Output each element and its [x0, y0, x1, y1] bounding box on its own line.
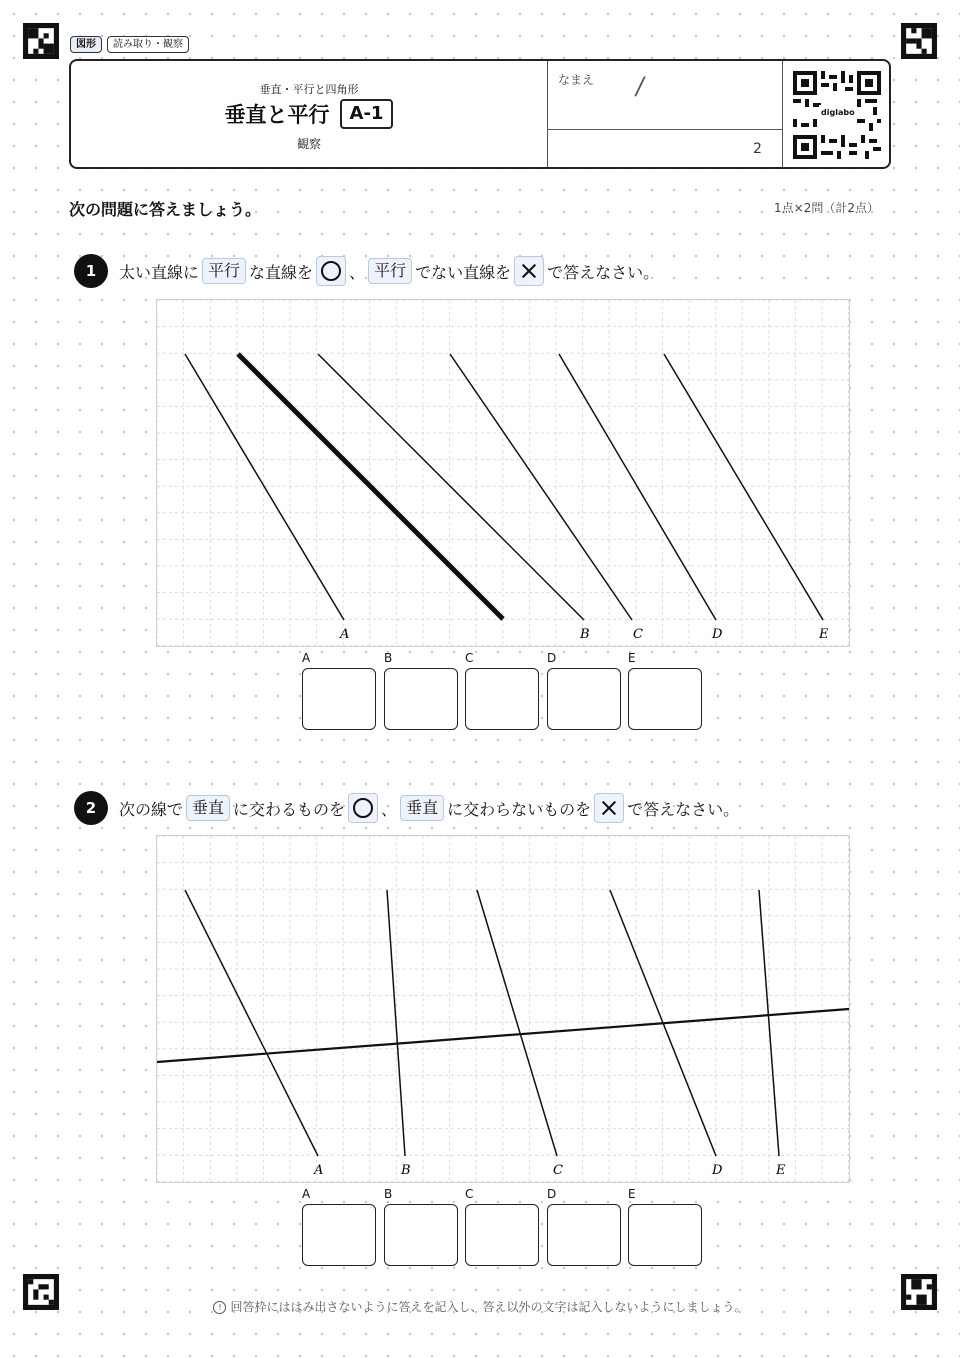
qr-brand-text: diglabo — [821, 108, 855, 117]
line-label-E: E — [776, 1163, 786, 1178]
line-label-B: B — [401, 1163, 411, 1178]
q1-text-1: 太い直線に — [119, 262, 200, 282]
worksheet-header — [69, 59, 891, 169]
unit-subtitle: 垂直・平行と四角形 — [259, 83, 359, 96]
tag-shape: 図形 — [70, 36, 102, 53]
qr-code — [782, 61, 890, 167]
question-1-text — [119, 256, 659, 286]
grid-lines — [157, 300, 849, 646]
category-label: 観察 — [296, 137, 321, 151]
line-B — [318, 354, 584, 620]
q1-text-5: で答えなさい。 — [547, 262, 660, 282]
answer-box-E[interactable] — [628, 668, 702, 730]
q2-text-5: で答えなさい。 — [627, 799, 740, 819]
q2-text-1: 次の線で — [119, 799, 184, 819]
line-C — [477, 890, 557, 1156]
page-title: 垂直と平行 — [224, 103, 330, 127]
q1-keyword-parallel: 平行 — [202, 258, 246, 284]
q2-line-figure — [157, 836, 849, 1182]
answer-box-D[interactable] — [547, 1204, 621, 1266]
line-label-C: C — [633, 627, 643, 642]
q1-text-3: 、 — [349, 262, 366, 282]
answer-label-E: E — [628, 1187, 636, 1201]
name-label: なまえ — [558, 73, 595, 87]
answer-box-C[interactable] — [465, 1204, 539, 1266]
line-label-A: A — [314, 1163, 324, 1178]
tag-skill: 読み取り・観察 — [107, 36, 189, 53]
title-block — [71, 61, 548, 167]
line-A — [185, 890, 318, 1156]
score-field[interactable] — [548, 130, 782, 167]
answer-box-C[interactable] — [465, 668, 539, 730]
answer-label-B: B — [384, 651, 393, 665]
answer-label-D: D — [547, 1187, 557, 1201]
line-label-A: A — [340, 627, 350, 642]
q1-keyword-parallel-2: 平行 — [368, 258, 412, 284]
name-field[interactable] — [548, 61, 782, 130]
answer-label-D: D — [547, 651, 557, 665]
answer-box-D[interactable] — [547, 668, 621, 730]
category-tags — [70, 36, 189, 53]
line-label-D: D — [712, 1163, 723, 1178]
answer-box-E[interactable] — [628, 1204, 702, 1266]
score-slash: / — [633, 72, 647, 100]
question-1-number: 1 — [74, 254, 108, 288]
line-label-B: B — [580, 627, 590, 642]
footer-text: 回答枠にははみ出さないように答えを記入し、答え以外の文字は記入しないようにしましょう。 — [230, 1300, 747, 1314]
line-E — [759, 890, 779, 1156]
grid-lines — [157, 836, 849, 1182]
q2-text-3: 、 — [381, 799, 398, 819]
question-2-number: 2 — [74, 791, 108, 825]
q1-line-figure — [157, 300, 849, 646]
cross-symbol-icon — [514, 256, 544, 286]
level-badge: A-1 — [340, 99, 394, 129]
score-total: 2 — [753, 141, 762, 157]
line-C — [450, 354, 632, 620]
line-B — [387, 890, 405, 1156]
answer-box-A[interactable] — [302, 668, 376, 730]
q2-keyword-perpendicular: 垂直 — [186, 795, 230, 821]
q1-text-2: な直線を — [249, 262, 314, 282]
q2-text-4: に交わらないものを — [447, 799, 592, 819]
corner-marker-top-left — [23, 23, 59, 59]
q1-figure — [156, 299, 850, 647]
answer-box-B[interactable] — [384, 668, 458, 730]
line-D — [610, 890, 716, 1156]
cross-symbol-icon — [594, 793, 624, 823]
info-icon: ! — [213, 1301, 226, 1314]
line-label-E: E — [819, 627, 829, 642]
circle-symbol-icon — [348, 793, 378, 823]
answer-box-A[interactable] — [302, 1204, 376, 1266]
q2-keyword-perpendicular-2: 垂直 — [400, 795, 444, 821]
line-label-D: D — [712, 627, 723, 642]
answer-label-C: C — [465, 1187, 474, 1201]
corner-marker-top-right — [901, 23, 937, 59]
answer-label-C: C — [465, 651, 474, 665]
answer-label-E: E — [628, 651, 636, 665]
circle-symbol-icon — [316, 256, 346, 286]
answer-label-A: A — [302, 651, 311, 665]
line-A — [185, 354, 344, 620]
answer-label-A: A — [302, 1187, 311, 1201]
points-label: 1点×2問（計2点） — [774, 201, 879, 215]
q2-text-2: に交わるものを — [233, 799, 346, 819]
instruction: 次の問題に答えましょう。 — [69, 200, 262, 219]
line-E — [664, 354, 823, 620]
line-label-C: C — [553, 1163, 563, 1178]
answer-label-B: B — [384, 1187, 393, 1201]
q1-text-4: でない直線を — [415, 262, 512, 282]
question-2-text — [119, 793, 739, 823]
footer-note — [0, 1298, 960, 1315]
q2-figure — [156, 835, 850, 1183]
answer-box-B[interactable] — [384, 1204, 458, 1266]
